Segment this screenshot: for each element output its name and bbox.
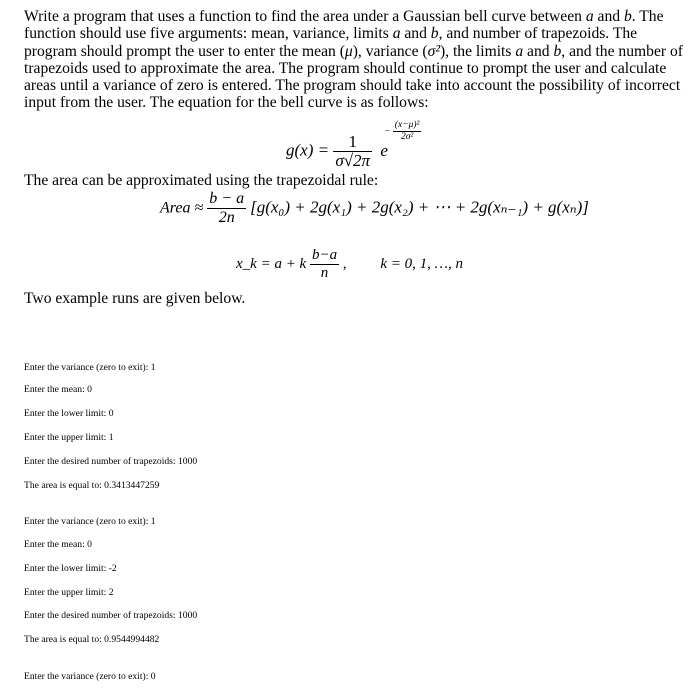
problem-text-4: ), variance ( [352, 42, 428, 60]
var-mu: μ [344, 42, 353, 60]
run-line: Enter the upper limit: 1 [24, 432, 114, 443]
problem-text-1: Write a program that uses a function to find the area under a Gaussian bell curve between [24, 8, 586, 25]
run-line: Enter the desired number of trapezoids: 1000 [24, 610, 198, 621]
exponent-minus: − [384, 126, 391, 137]
run-line: The area is equal to: 0.9544994482 [24, 634, 160, 645]
var-a-2: a [392, 25, 401, 43]
xk-equation [236, 248, 463, 281]
run-line: The area is equal to: 0.3413447259 [24, 480, 160, 491]
trap-body: [g(x₀) + 2g(x₁) + 2g(x₂) + ⋯ + 2g(xₙ₋₁) + g(xₙ)] [250, 197, 589, 217]
trap-lhs: Area ≈ [160, 199, 204, 217]
run-line: Enter the mean: 0 [24, 539, 92, 550]
problem-text-2: . The function should use five arguments: mean, variance, limits [24, 8, 664, 43]
xk-fraction [310, 248, 339, 281]
trap-intro: The area can be approximated using the trapezoidal rule: [24, 172, 379, 189]
problem-and-2: and [400, 25, 431, 43]
var-b-3: b [553, 42, 562, 60]
var-sigma2: σ² [427, 42, 440, 60]
problem-and-3: and [523, 42, 554, 60]
exponent-fraction [393, 121, 422, 142]
trap-equation [160, 191, 589, 226]
problem-text-6: , and the number of trapezoids used to approximate the area. The program should continue to prompt the user and calculate areas until a variance of zero is entered. The program should take into account the possibility of incorrect input from the user. The equation for the bell curve is as follows: [24, 42, 683, 112]
xk-denominator: n [320, 264, 329, 281]
gaussian-lhs: g(x) = [286, 140, 330, 160]
run-line: Enter the variance (zero to exit): 1 [24, 516, 156, 527]
gaussian-numerator: 1 [333, 133, 372, 152]
var-a: a [585, 8, 594, 25]
problem-and: and [593, 8, 624, 25]
exponent-numerator: (x−μ)² [394, 120, 420, 130]
trap-fraction [207, 191, 246, 226]
run-line: Enter the mean: 0 [24, 384, 92, 395]
run-line: Enter the lower limit: 0 [24, 408, 114, 419]
var-b: b [623, 8, 632, 25]
var-a-3: a [515, 42, 524, 60]
problem-statement [24, 8, 684, 112]
gaussian-exponent [384, 121, 421, 142]
xk-comma: , [342, 256, 347, 273]
gaussian-equation [286, 133, 388, 171]
problem-text-5: ), the limits [439, 42, 516, 60]
var-b-2: b [430, 25, 439, 43]
xk-numerator: b−a [311, 247, 338, 263]
run-line: Enter the desired number of trapezoids: 1000 [24, 456, 198, 467]
examples-intro: Two example runs are given below. [24, 290, 246, 307]
exponent-denominator: 2σ² [400, 131, 414, 142]
run-line: Enter the upper limit: 2 [24, 587, 114, 598]
problem-text-3: , and number of trapezoids. The program should prompt the user to enter the mean ( [24, 25, 638, 60]
trap-numerator: b − a [209, 190, 245, 207]
run-line: Enter the variance (zero to exit): 1 [24, 362, 156, 373]
xk-lhs: x_k = a + k [236, 256, 307, 273]
trap-denominator: 2n [218, 208, 235, 226]
gaussian-e: e [380, 140, 388, 160]
xk-k-range: k = 0, 1, …, n [380, 256, 463, 273]
run-line: Enter the lower limit: -2 [24, 563, 117, 574]
run-line: Enter the variance (zero to exit): 0 [24, 671, 156, 682]
gaussian-fraction [333, 133, 372, 171]
gaussian-denominator: σ√2π [335, 150, 371, 170]
